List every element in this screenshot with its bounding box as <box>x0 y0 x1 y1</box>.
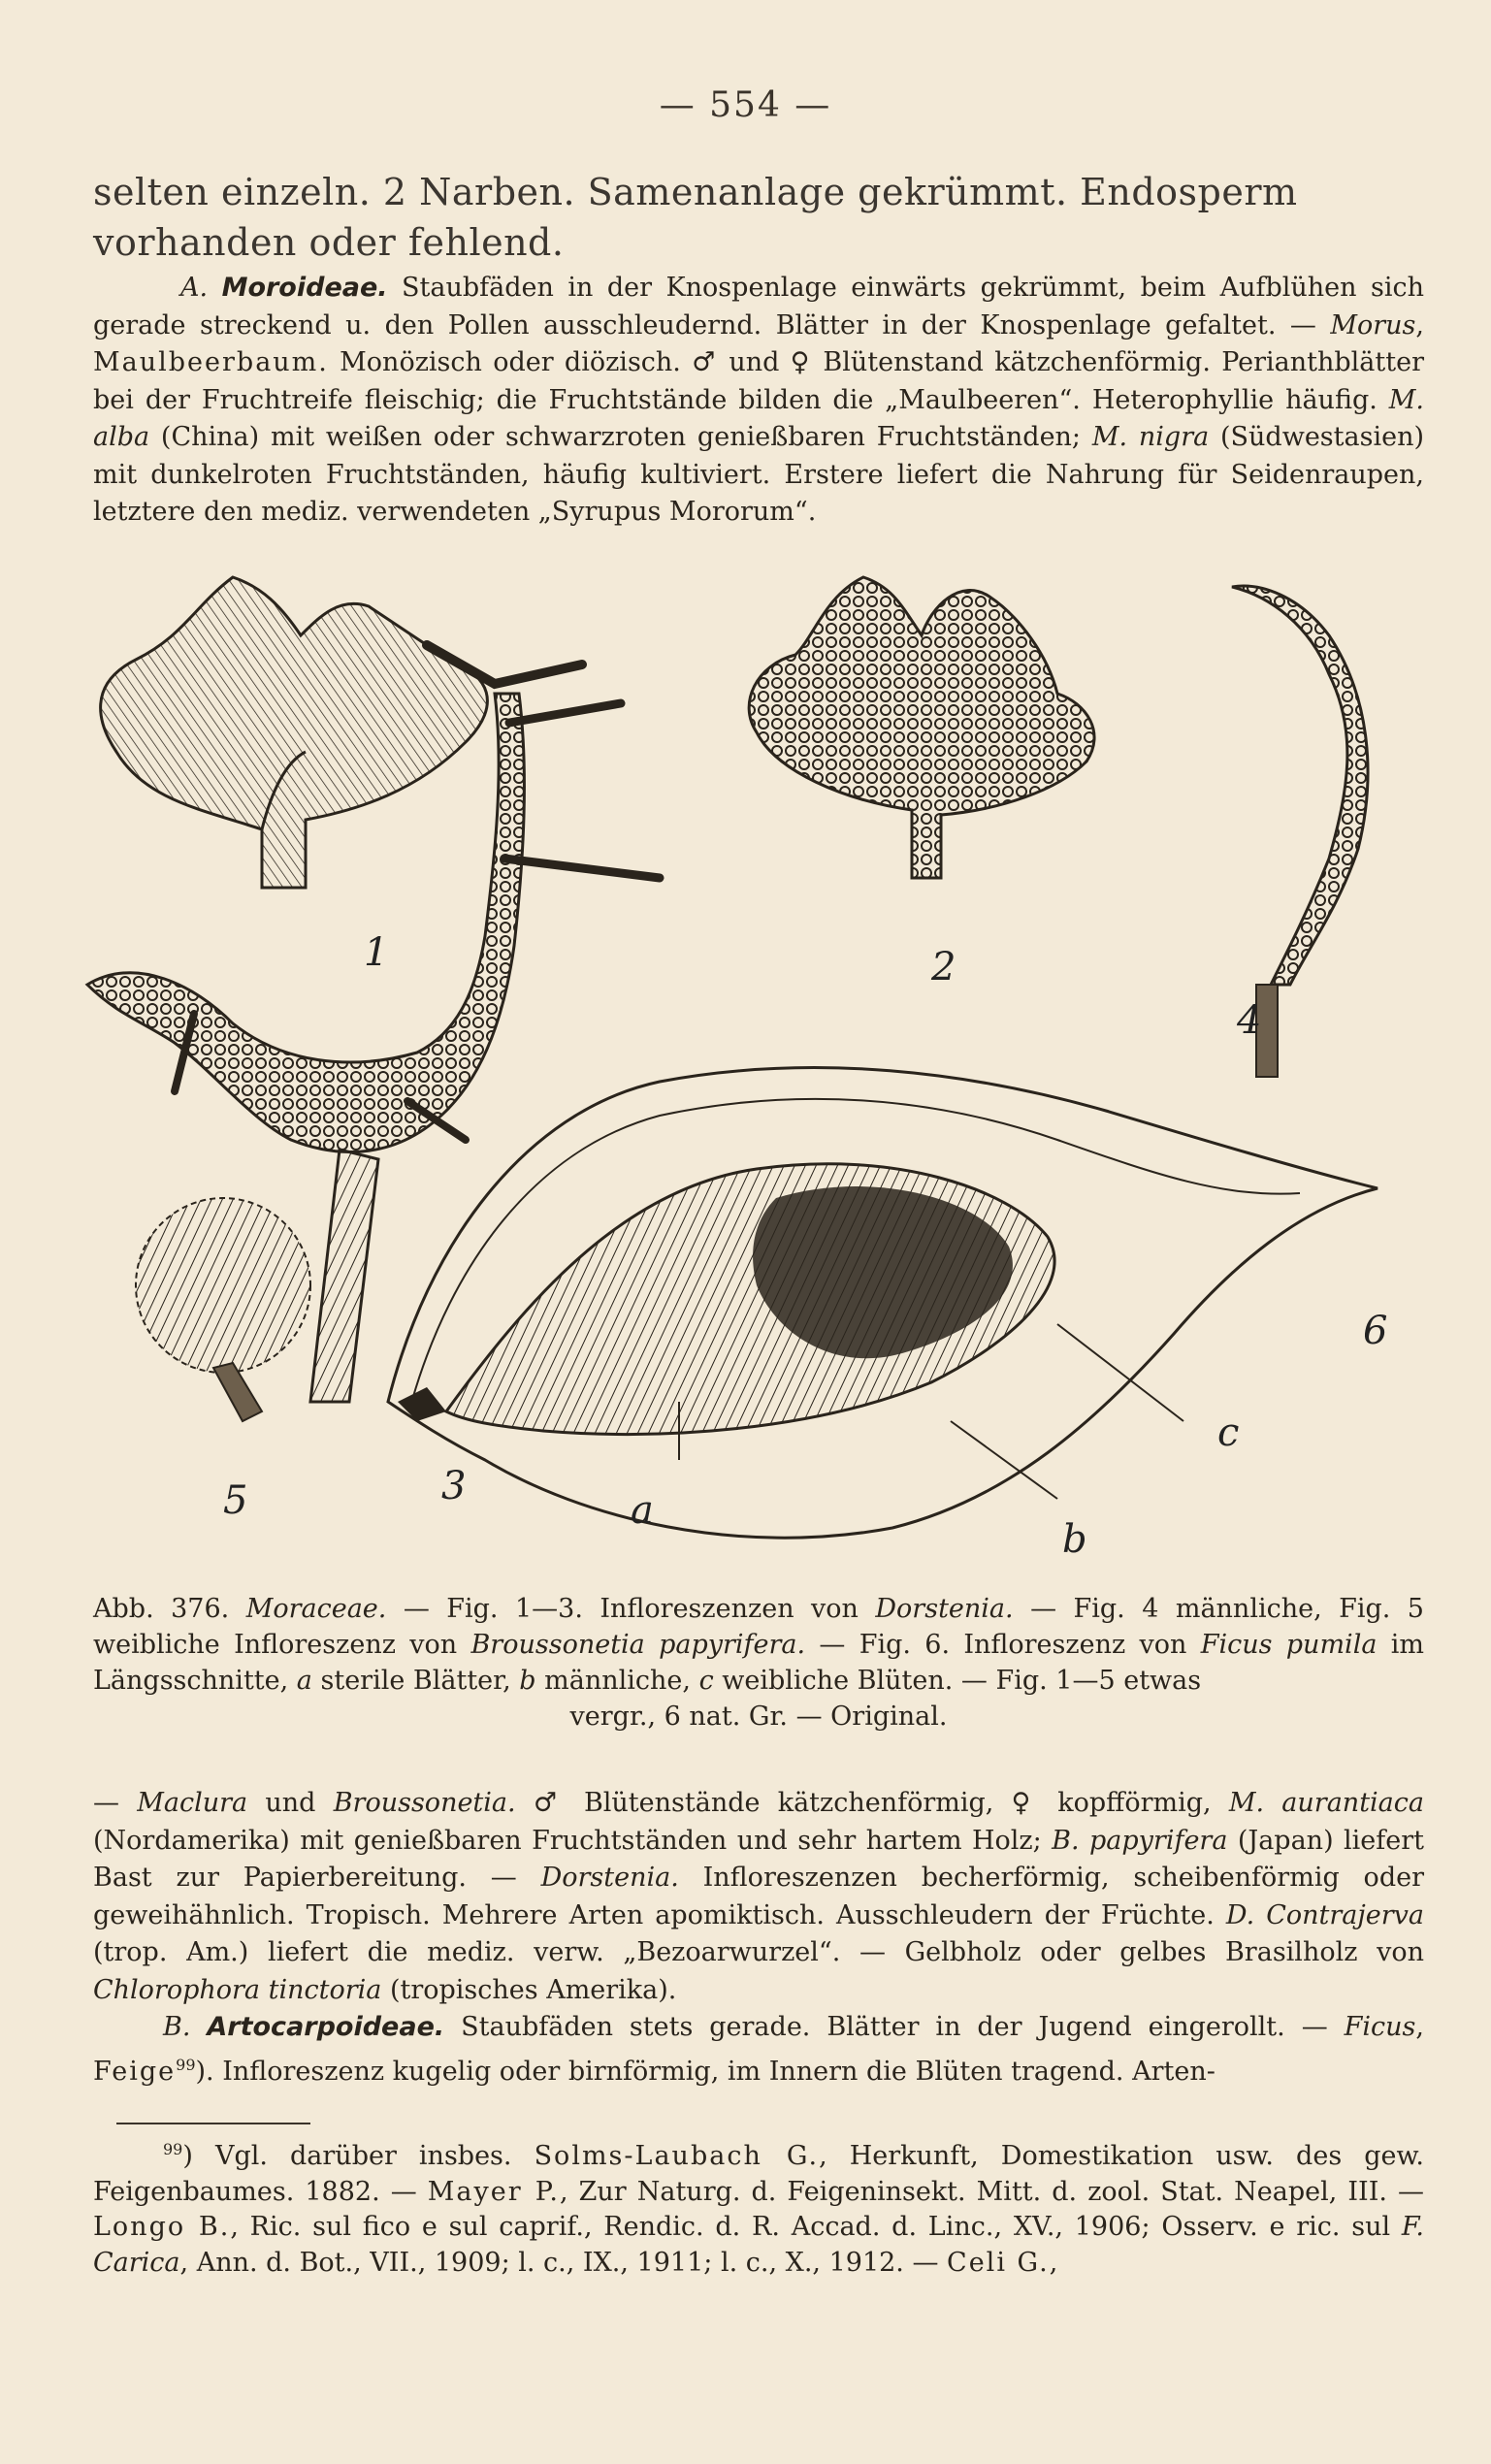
fig-label: 6 <box>1363 1309 1388 1353</box>
fig-label: c <box>1217 1410 1240 1455</box>
footnote-reference: 99 <box>176 2055 196 2074</box>
text-run: , Herkunft, Domestikation usw. des gew. Feigenbaumes. 1882. — <box>93 2141 1424 2207</box>
fig-label: 2 <box>931 945 956 989</box>
text-run: — Fig. 1—3. Infloreszenzen von <box>386 1594 876 1624</box>
caption-last-line: vergr., 6 nat. Gr. — Original. <box>569 1702 948 1732</box>
species-name: M. aurantiaca <box>1228 1788 1424 1818</box>
section-title: Moroideae. <box>221 273 388 303</box>
page-number: — 554 — <box>659 85 832 125</box>
text-run: (tropisches Amerika). <box>381 1974 677 2005</box>
text-run: sterile Blätter, <box>311 1666 520 1696</box>
fig-label: 1 <box>364 930 389 975</box>
species-name: Broussonetia papyrifera. <box>470 1630 806 1660</box>
author-name: Mayer P. <box>427 2176 560 2207</box>
text-run: ) Vgl. darüber insbes. <box>182 2141 535 2171</box>
section-title: Artocarpoideae. <box>207 2012 445 2042</box>
genus-name: Dorstenia. <box>875 1594 1014 1624</box>
genus-name: Ficus <box>1344 2012 1416 2042</box>
fig-1-drawing <box>101 577 488 888</box>
author-name: Longo B. <box>93 2212 231 2242</box>
text-run: — Fig. 4 männliche, Fig. 5 weibliche Infloreszenz von <box>93 1594 1424 1660</box>
species-name: M. nigra <box>1091 422 1210 452</box>
fig-label: 5 <box>223 1478 248 1523</box>
text-run: Staubfäden stets gerade. Blätter in der Jugend eingerollt. — <box>444 2012 1345 2042</box>
genus-name: Broussonetia. <box>333 1788 516 1818</box>
text-run: , Zur Naturg. d. Feigeninsekt. Mitt. d. zool. Stat. Neapel, III. — <box>559 2176 1424 2207</box>
text-run: (Nordamerika) mit genießbaren Fruchtständen und sehr hartem Holz; <box>93 1825 1053 1856</box>
common-name: Maulbeerbaum. <box>93 347 329 377</box>
lead-paragraph: selten einzeln. 2 Narben. Samenanlage gekrümmt. Endosperm vorhanden oder fehlend. <box>93 171 1298 264</box>
text-run: , <box>1049 2247 1058 2278</box>
text-run: (China) mit weißen oder schwarzroten genießbaren Fruchtständen; <box>149 422 1092 452</box>
genus-name: Morus <box>1330 309 1416 340</box>
fig-label: 3 <box>441 1464 467 1508</box>
species-name: D. Contrajerva <box>1225 1899 1424 1930</box>
text-run: , Ann. d. Bot., VII., 1909; l. c., IX., 1911; l. c., X., 1912. — <box>179 2247 948 2278</box>
text-run: (Japan) liefert Bast zur Papierbereitung. — <box>93 1825 1424 1893</box>
species-name: B. papyrifera <box>1052 1825 1228 1856</box>
label-letter: a <box>296 1666 312 1696</box>
main-text-continued <box>93 1785 1424 2091</box>
text-run: und <box>247 1788 334 1818</box>
text-run: — Fig. 6. Infloreszenz von <box>805 1630 1201 1660</box>
text-run: weibliche Blüten. — Fig. 1—5 etwas <box>713 1666 1202 1696</box>
text-run: — <box>93 1788 138 1818</box>
text-run: , <box>1415 2012 1424 2042</box>
section-marker: A. <box>180 273 209 303</box>
text-run: Abb. 376. <box>93 1594 246 1624</box>
botanical-illustration <box>78 567 1436 1581</box>
fig-6-drawing <box>388 1068 1378 1539</box>
species-name: M. alba <box>93 384 1424 452</box>
fig-label: 4 <box>1237 998 1262 1043</box>
fig-5-drawing <box>136 1198 310 1421</box>
label-letter: b <box>519 1666 536 1696</box>
section-marker: B. <box>163 2012 191 2042</box>
text-run: Monözisch oder diözisch. ♂ und ♀ Blütenstand kätzchenförmig. Perianthblätter bei der Fruchtreife fleischig; die Fruchtstände bilden die „Maulbeeren“. Heterophyllie häufig. <box>93 347 1424 415</box>
text-run: Infloreszenzen becherförmig, scheibenförmig oder geweihähnlich. Tropisch. Mehrere Arten apomiktisch. Ausschleudern der Früchte. <box>93 1863 1424 1930</box>
footnote <box>93 2132 1424 2281</box>
family-name: Moraceae. <box>245 1594 387 1624</box>
species-name: F. Carica <box>93 2212 1424 2278</box>
text-run: , Ric. sul fico e sul caprif., Rendic. d. R. Accad. d. Linc., XV., 1906; Osserv. e ric. sul <box>230 2212 1402 2242</box>
text-run: ♂ Blütenstände kätzchenförmig, ♀ kopfförmig, <box>515 1788 1229 1818</box>
author-name: Celi G. <box>947 2247 1050 2278</box>
footnote-number: 99 <box>163 2140 183 2158</box>
fig-label: b <box>1062 1517 1087 1562</box>
species-name: Ficus pumila <box>1200 1630 1378 1660</box>
species-name: Chlorophora tinctoria <box>93 1974 382 2005</box>
text-run: (Südwestasien) mit dunkelroten Fruchtständen, häufig kultiviert. Erstere liefert die Nahrung für Seidenraupen, letztere den mediz. verwendeten „Syrupus Mororum“. <box>93 422 1424 527</box>
figure-caption <box>93 1591 1424 1735</box>
genus-name: Dorstenia. <box>540 1863 679 1893</box>
genus-name: Maclura <box>137 1788 248 1818</box>
text-run: (trop. Am.) liefert die mediz. verw. „Bezoarwurzel“. — Gelbholz oder gelbes Brasilholz von <box>93 1937 1424 1967</box>
fig-2-drawing <box>749 577 1094 878</box>
text-run: Staubfäden in der Knospenlage einwärts gekrümmt, beim Aufblühen sich gerade streckend u. den Pollen ausschleudernd. Blätter in der Knospenlage gefaltet. — <box>93 273 1424 340</box>
fig-label: a <box>631 1488 654 1533</box>
text-run: im Längsschnitte, <box>93 1630 1424 1696</box>
footnote-divider <box>116 2123 310 2124</box>
text-run: männliche, <box>535 1666 699 1696</box>
author-name: Solms-Laubach G. <box>534 2141 820 2171</box>
section-moroideae-paragraph: A. Moroideae. Staubfäden in der Knospenlage einwärts gekrümmt, beim Aufblühen sich gerade streckend u. den Pollen ausschleudernd. Blätter in der Knospenlage gefaltet. — Morus, Maulbeerbaum. Monözisch oder diözisch. ♂ und ♀ Blütenstand kätzchenförmig. Perianthblätter bei der Fruchtreife fleischig; die Fruchtstände bilden die „Maulbeeren“. Heterophyllie häufig. M. alba (China) mit weißen oder schwarzroten genießbaren Fruchtständen; M. nigra (Südwestasien) mit dunkelroten Fruchtständen, häufig kultiviert. Erstere liefert die Nahrung für Seidenraupen, letztere den mediz. verwendeten „Syrupus Mororum“. <box>93 273 1424 527</box>
label-letter: c <box>698 1666 714 1696</box>
common-name: Feige <box>93 2056 177 2087</box>
text-run: ). Infloreszenz kugelig oder birnförmig, im Innern die Blüten tragend. Arten- <box>195 2056 1215 2087</box>
